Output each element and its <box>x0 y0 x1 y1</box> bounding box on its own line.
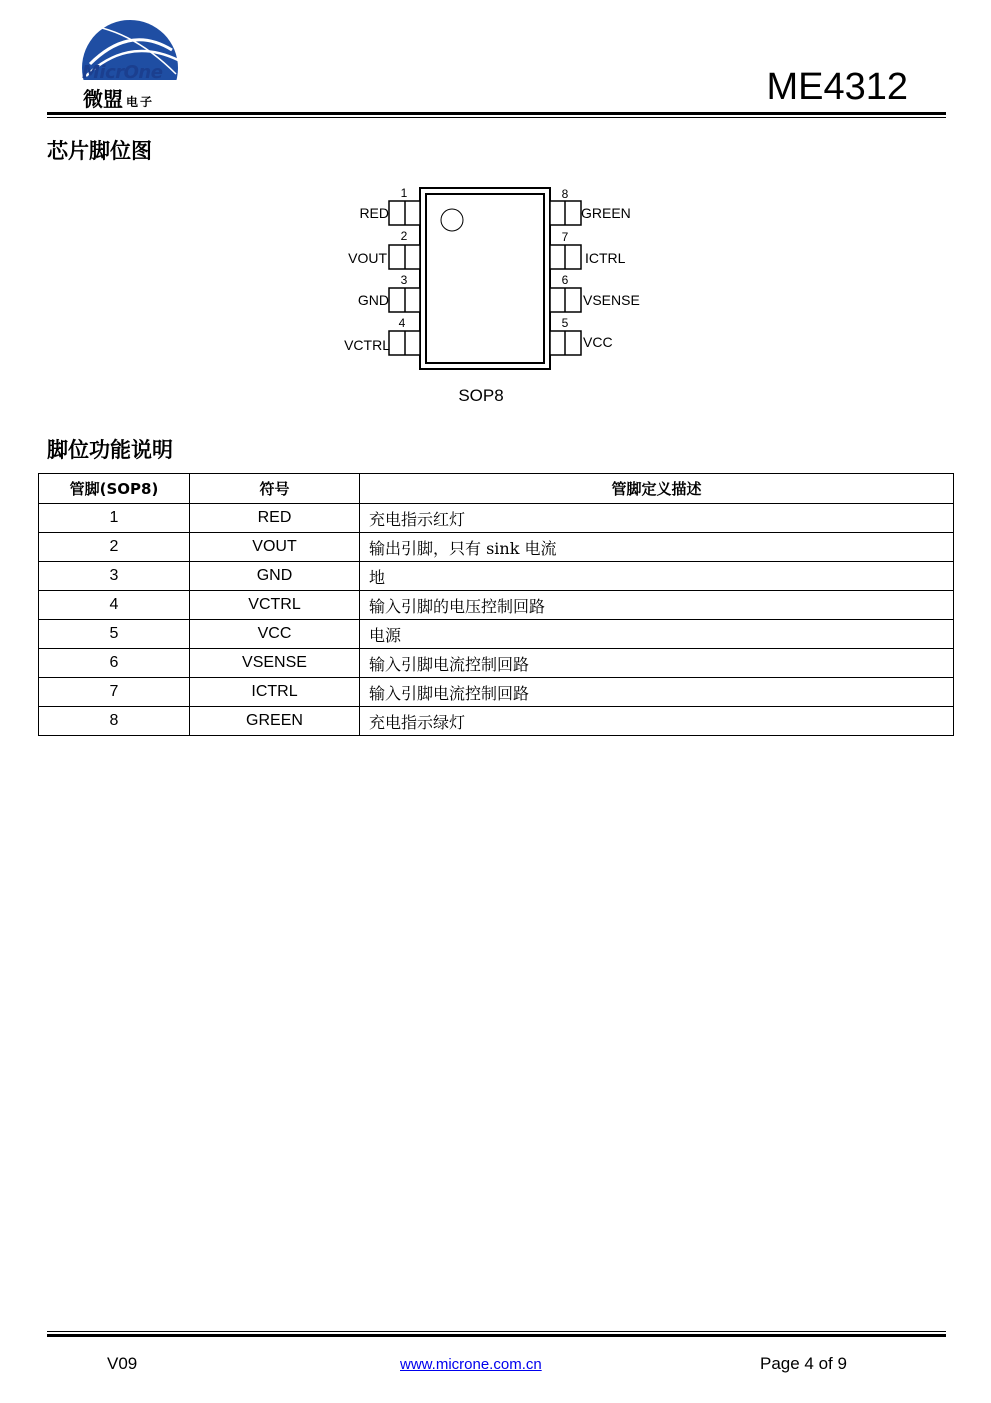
footer-page-number: Page 4 of 9 <box>760 1354 847 1373</box>
cell-symbol: GND <box>190 562 360 591</box>
pin-8 <box>550 187 631 225</box>
header-rule-thin <box>47 117 946 118</box>
pin-label: VCC <box>583 334 613 350</box>
footer-rule-thick <box>47 1334 946 1337</box>
pin-2 <box>348 229 420 269</box>
cell-symbol: VCC <box>190 620 360 649</box>
document-id: ME4312 <box>766 66 908 108</box>
footer-version: V09 <box>107 1354 138 1373</box>
cell-pin: 7 <box>39 678 190 707</box>
pin-label: GREEN <box>581 205 631 221</box>
pin-number: 2 <box>400 229 408 243</box>
cell-symbol: VOUT <box>190 533 360 562</box>
pin-1 <box>359 186 420 225</box>
header-symbol: 符号 <box>190 474 360 504</box>
pinout-section-title: 芯片脚位图 <box>47 139 152 163</box>
cell-description: 充电指示绿灯 <box>360 707 954 736</box>
pin-number: 8 <box>561 187 569 201</box>
cell-description: 电源 <box>360 620 954 649</box>
cell-description: 输入引脚电流控制回路 <box>360 678 954 707</box>
cell-pin: 2 <box>39 533 190 562</box>
footer-rule-thin <box>47 1331 946 1332</box>
cell-description: 输出引脚，只有 sink 电流 <box>360 533 954 562</box>
logo-name-en: MicrOne <box>82 62 163 83</box>
table-row <box>39 533 954 562</box>
pin-6 <box>550 273 640 312</box>
cell-pin: 5 <box>39 620 190 649</box>
cell-symbol: ICTRL <box>190 678 360 707</box>
pin-number: 3 <box>400 273 408 287</box>
pin-label: VOUT <box>348 250 387 266</box>
pin-function-table <box>38 473 954 736</box>
pin-5 <box>550 316 613 355</box>
cell-symbol: RED <box>190 504 360 533</box>
cell-description: 输入引脚电流控制回路 <box>360 649 954 678</box>
logo-name-cn-small: 电子 <box>126 95 155 109</box>
table-row <box>39 649 954 678</box>
table-row <box>39 707 954 736</box>
cell-pin: 3 <box>39 562 190 591</box>
pin-label: ICTRL <box>585 250 626 266</box>
pin-label: VSENSE <box>583 292 640 308</box>
pin-number: 5 <box>561 316 569 330</box>
logo-name-cn-main: 微盟 <box>83 87 123 111</box>
table-header-row <box>39 474 954 504</box>
cell-description: 充电指示红灯 <box>360 504 954 533</box>
pin-label: VCTRL <box>344 337 390 353</box>
header-pin: 管脚(SOP8) <box>39 474 190 504</box>
pin-label: RED <box>359 205 389 221</box>
cell-symbol: GREEN <box>190 707 360 736</box>
cell-pin: 8 <box>39 707 190 736</box>
chip-pinout-diagram <box>330 180 660 410</box>
company-logo <box>80 20 180 110</box>
footer-website-link[interactable]: www.microne.com.cn <box>400 1356 542 1373</box>
table-row <box>39 591 954 620</box>
table-row <box>39 620 954 649</box>
header-rule-thick <box>47 112 946 115</box>
package-label: SOP8 <box>458 386 504 405</box>
pin-function-section-title: 脚位功能说明 <box>47 438 173 462</box>
pin-number: 4 <box>398 316 406 330</box>
cell-description: 地 <box>360 562 954 591</box>
pin-number: 1 <box>400 186 408 200</box>
table-row <box>39 678 954 707</box>
cell-pin: 1 <box>39 504 190 533</box>
pin-label: GND <box>357 292 389 308</box>
cell-pin: 4 <box>39 591 190 620</box>
chip-body <box>420 188 550 369</box>
logo-name-cn <box>83 83 154 112</box>
pin-number: 6 <box>561 273 569 287</box>
pin-7 <box>550 230 626 269</box>
cell-pin: 6 <box>39 649 190 678</box>
pin-number: 7 <box>561 230 569 244</box>
cell-description: 输入引脚的电压控制回路 <box>360 591 954 620</box>
table-row <box>39 504 954 533</box>
header-description: 管脚定义描述 <box>360 474 954 504</box>
pin-3 <box>358 273 420 312</box>
cell-symbol: VCTRL <box>190 591 360 620</box>
pin-4 <box>344 316 420 355</box>
cell-symbol: VSENSE <box>190 649 360 678</box>
table-row <box>39 562 954 591</box>
